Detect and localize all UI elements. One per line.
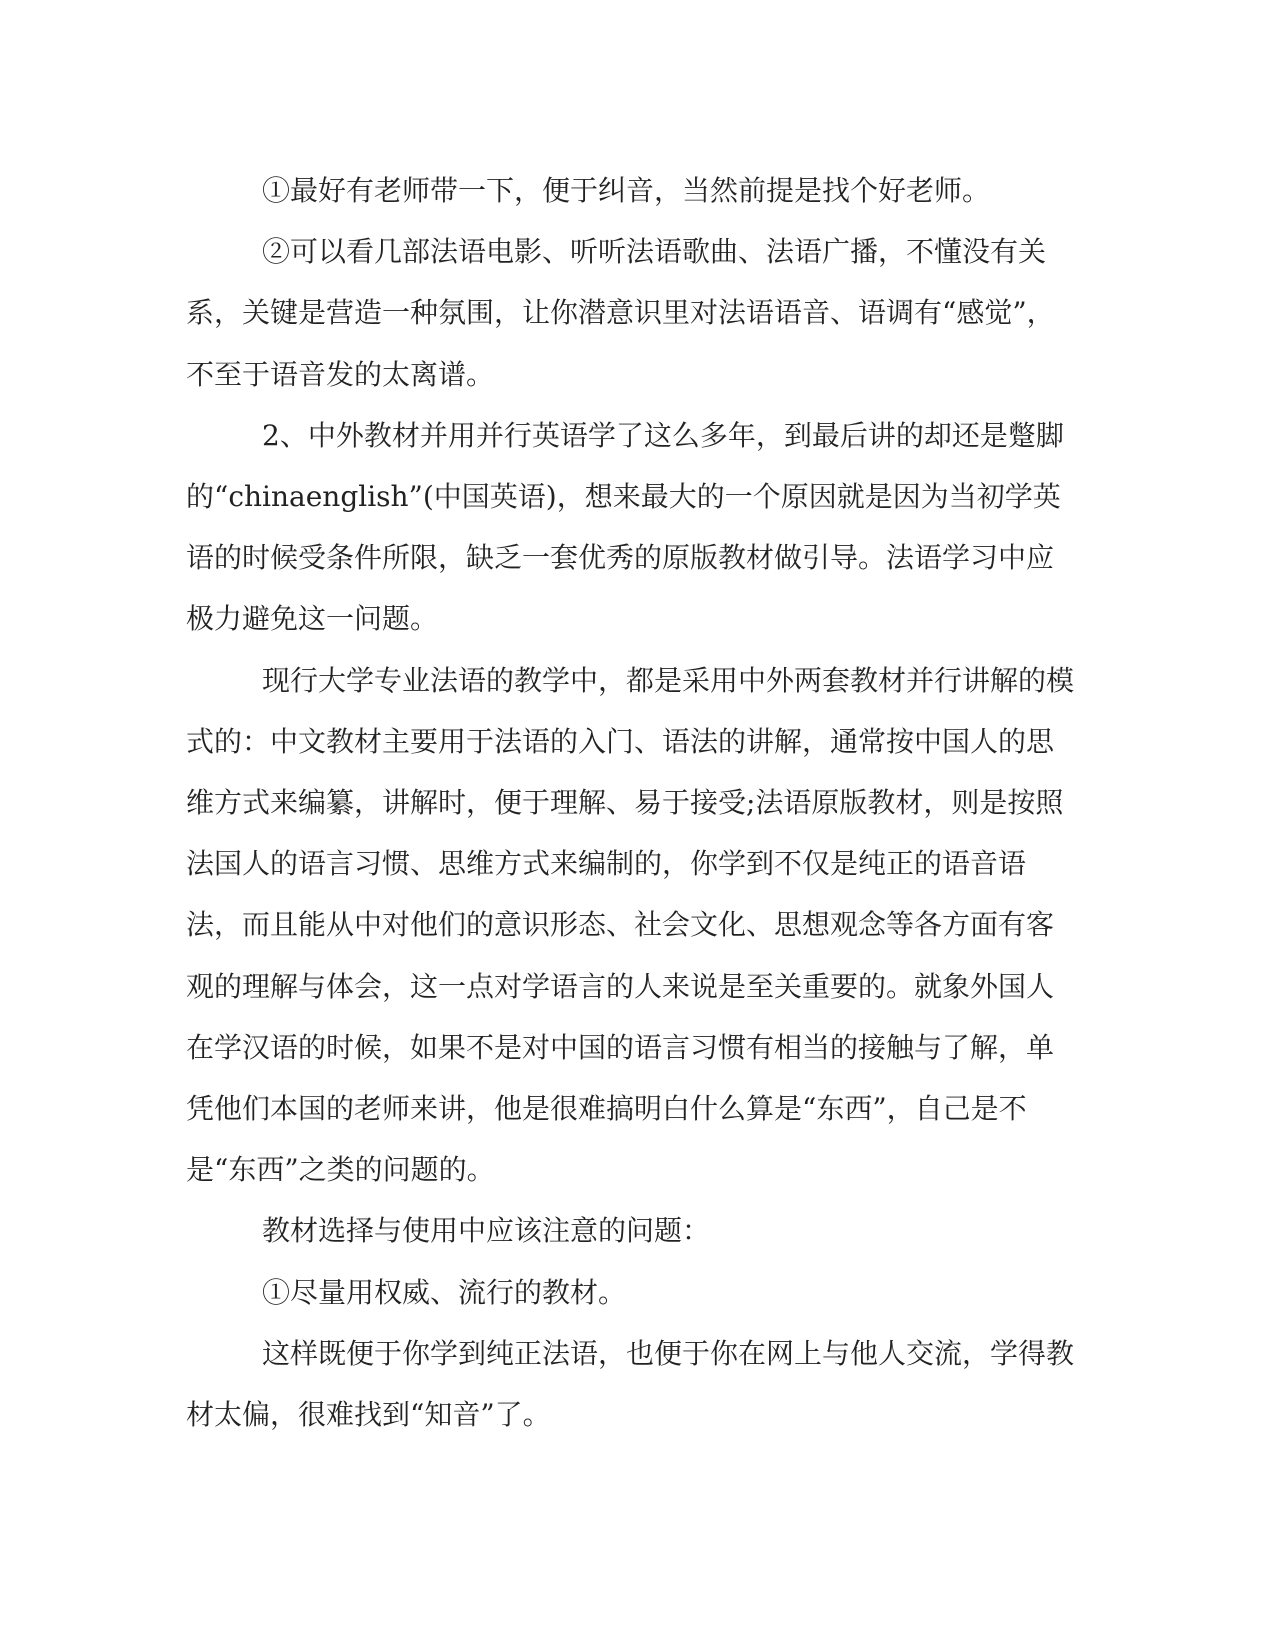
paragraph-textbooks-intro: 2、中外教材并用并行英语学了这么多年，到最后讲的却还是蹩脚的“chinaenglish”(中国英语)，想来最大的一个原因就是因为当初学英语的时候受条件所限，缺乏一套优秀的原版教材做引导。法语学习中应极力避免这一问题。 [186,418,1064,636]
paragraph-pronunciation-teacher: ①最好有老师带一下，便于纠音，当然前提是找个好老师。 [262,174,991,207]
paragraph-textbook-issues-heading: 教材选择与使用中应该注意的问题： [262,1214,711,1248]
paragraph-authoritative-textbooks: ①尽量用权威、流行的教材。 [262,1275,627,1309]
paragraph-benefit-explanation: 这样既便于你学到纯正法语，也便于你在网上与他人交流，学得教材太偏，很难找到“知音”了。 [186,1336,1075,1432]
paragraph-university-teaching: 现行大学专业法语的教学中，都是采用中外两套教材并行讲解的模式的：中文教材主要用于法语的入门、语法的讲解，通常按中国人的思维方式来编纂，讲解时，便于理解、易于接受;法语原版教材，则是按照法国人的语言习惯、思维方式来编制的，你学到不仅是纯正的语音语法，而且能从中对他们的意识形态、社会文化、思想观念等各方面有客观的理解与体会，这一点对学语言的人来说是至关重要的。就象外国人在学汉语的时候，如果不是对中国的语言习惯有相当的接触与了解，单凭他们本国的老师来讲，他是很难搞明白什么算是“东西”，自己是不是“东西”之类的问题的。 [186,663,1075,1187]
paragraph-media-immersion: ②可以看几部法语电影、听听法语歌曲、法语广播，不懂没有关系，关键是营造一种氛围，让你潜意识里对法语语音、语调有“感觉”，不至于语音发的太离谱。 [186,235,1055,391]
document-body [186,160,1081,1445]
